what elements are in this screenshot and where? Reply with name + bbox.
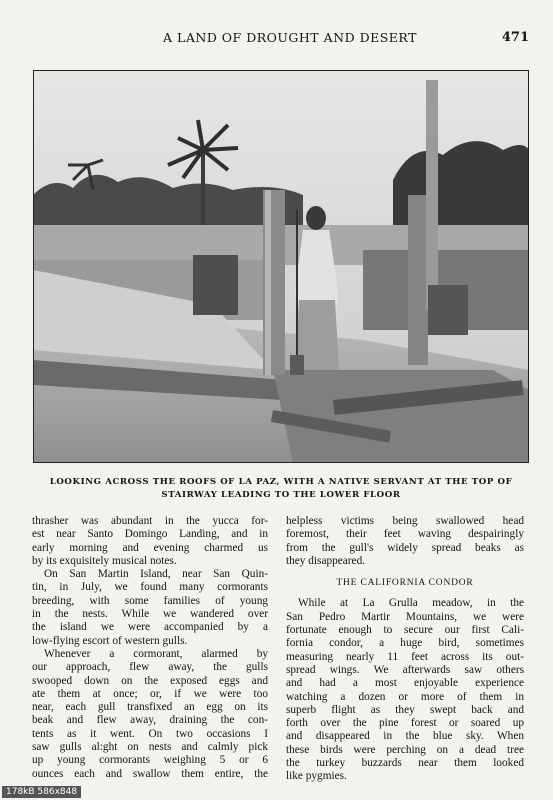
- running-head: A LAND OF DROUGHT AND DESERT: [163, 30, 417, 45]
- text-line: measuring nearly 11 feet across its out-: [286, 650, 524, 663]
- text-line: by its exquisitely musical notes.: [32, 554, 177, 567]
- paragraph: [32, 568, 268, 648]
- text-line: beak and flew away, draining the con-: [32, 714, 268, 727]
- text-line: saw gulls al:ght on nests and calmly pick: [32, 741, 268, 754]
- paragraph: [286, 515, 524, 568]
- text-line: San Pedro Martir Mountains, we were: [286, 610, 524, 623]
- paragraph: [32, 515, 268, 568]
- text-line: swooped down on the exposed eggs and: [32, 674, 268, 687]
- text-line: tin, in July, we found many cormorants: [32, 581, 268, 594]
- text-line: the island we were accompanied by a: [32, 621, 268, 634]
- text-line: from the gull's widely spread beaks as: [286, 541, 524, 554]
- right-column: [286, 515, 524, 784]
- text-line: they disappeared.: [286, 554, 366, 567]
- text-line: ate them at once; or, if we were too: [32, 687, 268, 700]
- text-line: low-flying escort of western gulls.: [32, 634, 188, 647]
- left-column: [32, 515, 268, 781]
- text-line: While at La Grulla meadow, in the: [298, 597, 524, 610]
- text-line: helpless victims being swallowed head: [286, 515, 524, 527]
- text-line: and had a most enjoyable experience: [286, 677, 524, 690]
- text-line: thrasher was abundant in the yucca for-: [32, 515, 268, 527]
- text-line: foremost, their feet waving despairingly: [286, 528, 524, 541]
- page-number: 471: [501, 30, 529, 45]
- photograph: [33, 70, 529, 463]
- text-line: watching a dozen or more of them in: [286, 690, 524, 703]
- caption-line: LOOKING ACROSS THE ROOFS OF LA PAZ, WITH A NATIVE SERVANT AT THE TOP OF: [49, 477, 513, 487]
- text-line: forth over the pine forest or soared up: [286, 717, 524, 730]
- text-line: near, each gull transfixed an egg on its: [32, 701, 268, 714]
- text-line: Whenever a cormorant, alarmed by: [44, 647, 268, 660]
- text-line: like pygmies.: [286, 770, 347, 783]
- image-info-badge: 178kB 586x848: [2, 786, 81, 798]
- paragraph: [286, 597, 524, 783]
- text-line: in the nests. While we wandered over: [32, 608, 268, 621]
- text-line: ounces each and swallow them entire, the: [32, 767, 268, 780]
- text-line: breeding, with some families of young: [32, 594, 268, 607]
- photo-caption: [36, 476, 526, 502]
- text-line: fornia condor, a huge bird, sometimes: [286, 637, 524, 650]
- paragraph: [32, 648, 268, 781]
- section-heading: THE CALIFORNIA CONDOR: [336, 578, 474, 589]
- text-line: early morning and evening charmed us: [32, 541, 268, 554]
- text-line: the turkey buzzards near them looked: [286, 757, 524, 770]
- text-line: our approach, flew away, the gulls: [32, 661, 268, 674]
- text-line: up young cormorants weighing 5 or 6: [32, 754, 268, 767]
- caption-line: STAIRWAY LEADING TO THE LOWER FLOOR: [161, 490, 401, 500]
- text-line: est near Santo Domingo Landing, and in: [32, 528, 268, 541]
- text-line: and disappeared in the blue sky. When: [286, 730, 524, 743]
- photo-illustration: [33, 70, 529, 463]
- text-line: spread wings. We afterwards saw others: [286, 663, 524, 676]
- text-line: fortunate enough to secure our first Cali-: [286, 624, 524, 637]
- text-line: superb flight as they swept back and: [286, 703, 524, 716]
- text-line: tents as it went. On two occasions I: [32, 727, 268, 740]
- text-line: On San Martin Island, near San Quin-: [44, 568, 268, 581]
- text-line: these birds were perching on a dead tree: [286, 743, 524, 756]
